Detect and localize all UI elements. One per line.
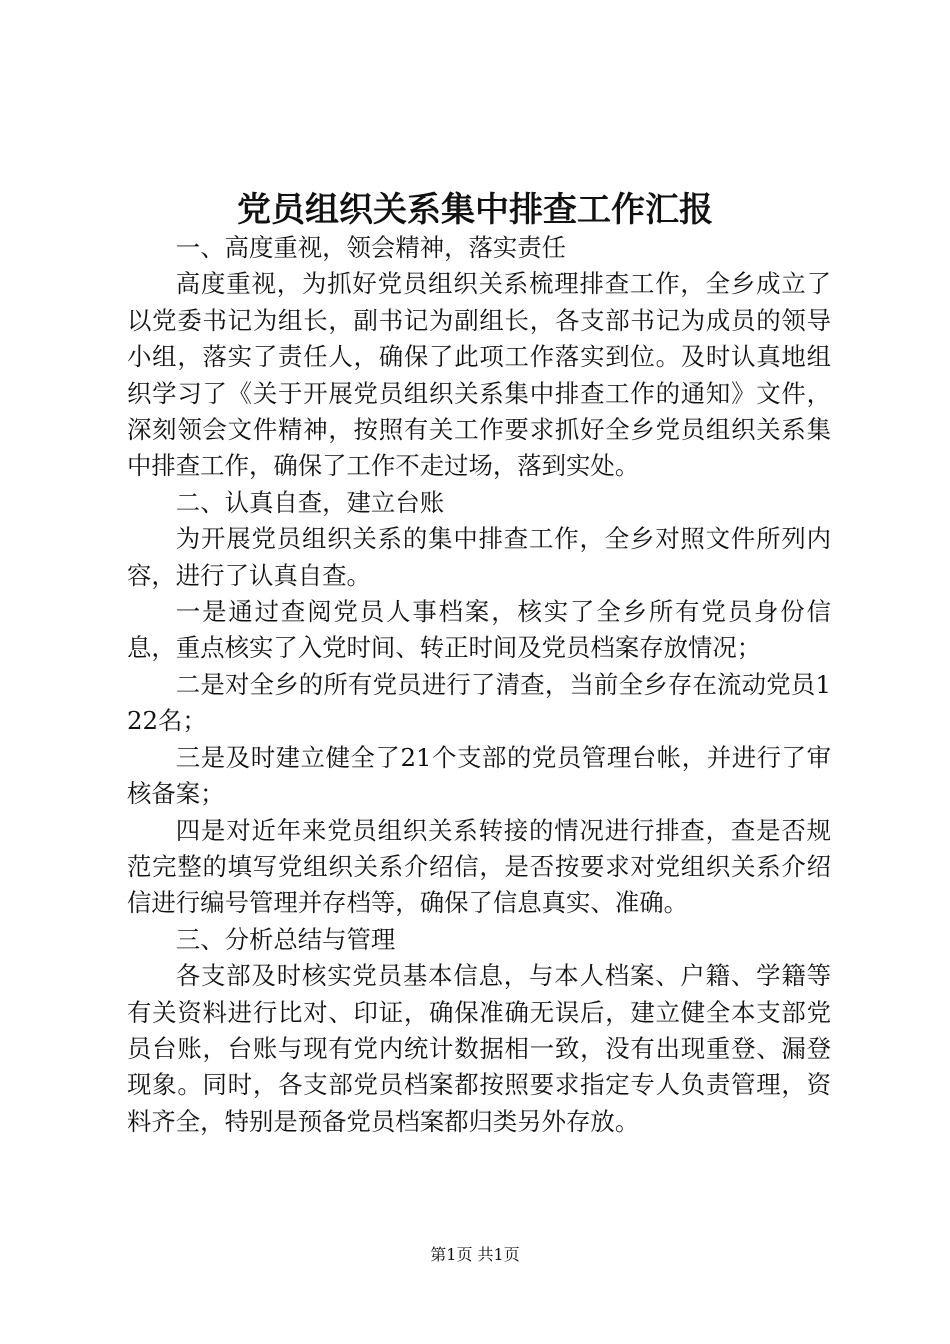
section-3-paragraph-1: 各支部及时核实党员基本信息，与本人档案、户籍、学籍等有关资料进行比对、印证，确保准确无误后，建立健全本支部党员台账，台账与现有党内统计数据相一致，没有出现重登、漏登现象。同时，各支部党员档案都按照要求指定专人负责管理，资料齐全，特别是预备党员档案都归类另外存放。 bbox=[127, 961, 831, 1136]
section-2-paragraph-3: 二是对全乡的所有党员进行了清查，当前全乡存在流动党员122名； bbox=[127, 669, 831, 736]
section-heading-3: 三、分析总结与管理 bbox=[175, 924, 396, 954]
document-body bbox=[127, 230, 831, 1140]
page-footer: 第1页 共1页 bbox=[430, 1245, 520, 1264]
section-2-paragraph-1: 为开展党员组织关系的集中排查工作，全乡对照文件所列内容，进行了认真自查。 bbox=[127, 524, 831, 590]
document-title: 党员组织关系集中排查工作汇报 bbox=[237, 190, 713, 230]
section-heading-1: 一、高度重视，领会精神，落实责任 bbox=[175, 233, 567, 262]
section-2-paragraph-4: 三是及时建立健全了21个支部的党员管理台帐，并进行了审核备案； bbox=[127, 742, 831, 809]
section-2-paragraph-5: 四是对近年来党员组织关系转接的情况进行排查，查是否规范完整的填写党组织关系介绍信，是否按要求对党组织关系介绍信进行编号管理并存档等，确保了信息真实、准确。 bbox=[127, 815, 831, 918]
section-2-paragraph-2: 一是通过查阅党员人事档案，核实了全乡所有党员身份信息，重点核实了入党时间、转正时间及党员档案存放情况； bbox=[127, 597, 831, 663]
section-heading-2: 二、认真自查，建立台账 bbox=[175, 487, 445, 517]
section-1-paragraph-1: 高度重视，为抓好党员组织关系梳理排查工作，全乡成立了以党委书记为组长，副书记为副组长，各支部书记为成员的领导小组，落实了责任人，确保了此项工作落实到位。及时认真地组织学习了《关于开展党员组织关系集中排查工作的通知》文件，深刻领会文件精神，按照有关工作要求抓好全乡党员组织关系集中排查工作，确保了工作不走过场，落到实处。 bbox=[127, 269, 831, 481]
